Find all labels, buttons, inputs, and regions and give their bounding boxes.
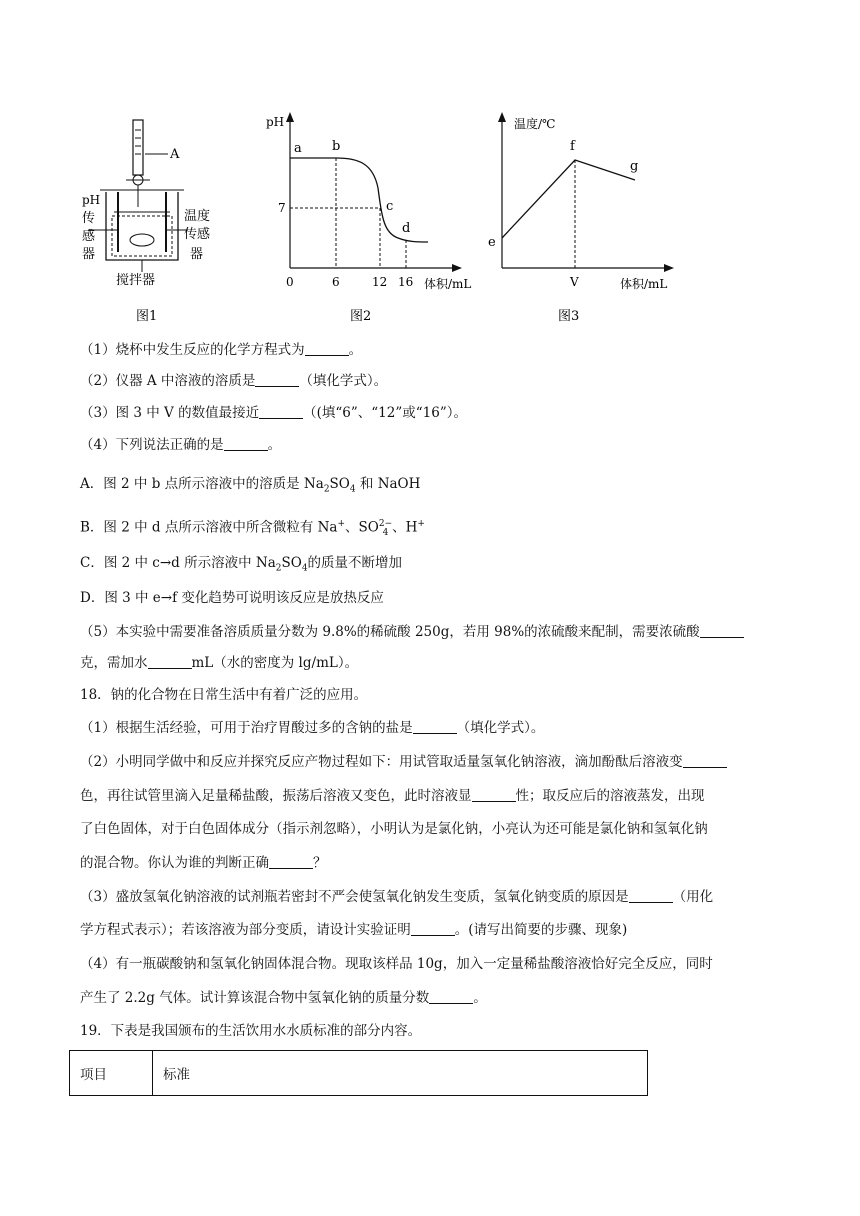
table-header-item: 项目 [70,1051,153,1096]
fig2-ylabel: pH [266,115,285,129]
label-temp-2: 器 [190,247,204,262]
fig3-tick-V: V [570,275,579,289]
water-standard-table [69,1050,648,1096]
q17-2: （2）仪器 A 中溶液的溶质是 （填化学式）。 [80,373,388,389]
option-C: C．图 2 中 c→d 所示溶液中 $Na_2SO_4$的质量不断增加 [80,555,403,574]
fig2-point-b: b [332,139,341,154]
q18-3-line1: （3）盛放氢氧化钠溶液的试剂瓶若密封不严会使氢氧化钠发生变质，氢氧化钠变质的原因是 （用化 [80,889,714,905]
q18-4-line1: （4）有一瓶碳酸钠和氢氧化钠固体混合物。现取该样品 10g，加入一定量稀盐酸溶液恰好完全反应，同时 [80,956,713,972]
option-A: A．图 2 中 b 点所示溶液中的溶质是 $Na_2SO_4$ 和 NaOH [80,476,421,495]
answer-blank[interactable] [683,753,727,768]
q18-2-line3: 了白色固体，对于白色固体成分（指示剂忽略），小明认为是氯化钠，小亮认为还可能是氯化钠和氢氧化钠 [80,821,708,837]
label-ph: pH [82,193,101,207]
q17-5-line1: （5）本实验中需要准备溶质质量分数为 9.8%的稀硫酸 250g，若用 98%的浓硫酸来配制，需要浓硫酸 [80,622,744,642]
label-ph-3: 器 [82,247,96,262]
label-stirrer: 搅拌器 [116,273,156,288]
answer-blank[interactable] [259,404,303,419]
q18-3-line2: 学方程式表示）；若该溶液为部分变质，请设计实验证明 。(请写出简要的步骤、现象) [80,922,628,938]
answer-blank[interactable] [429,989,473,1004]
q18-1: （1）根据生活经验，可用于治疗胃酸过多的含钠的盐是 （填化学式）。 [80,720,545,736]
label-A: A [170,147,180,162]
fig3-point-f: f [570,139,575,154]
q18-2-line2: 色，再往试管里滴入足量稀盐酸，振荡后溶液又变色，此时溶液显 性；取反应后的溶液蒸发，出现 [80,788,705,804]
option-D: D．图 3 中 e→f 变化趋势可说明该反应是放热反应 [80,590,384,606]
fig3-point-g: g [630,159,639,174]
answer-blank[interactable] [255,372,299,387]
answer-blank[interactable] [305,341,349,356]
fig3-ylabel: 温度/℃ [514,117,556,131]
q18-2-line4: 的混合物。你认为谁的判断正确 ？ [80,855,327,871]
table-row [70,1051,648,1096]
answer-blank[interactable] [411,921,455,936]
fig2-tick-0: 0 [286,275,294,289]
figure-2-caption: 图2 [350,309,372,322]
q18-4-line2: 产生了 2.2g 气体。试计算该混合物中氢氧化钠的质量分数 。 [80,990,487,1006]
q17-3: （3）图 3 中 V 的数值最接近 （(填“6”、“12”或“16”）。 [80,405,467,421]
q17-1: （1）烧杯中发生反应的化学方程式为 。 [80,342,363,358]
answer-blank[interactable] [472,787,516,802]
answer-blank[interactable] [700,623,744,638]
answer-blank[interactable] [269,854,313,869]
fig2-point-d: d [402,221,411,236]
figure-3-temperature-curve [480,108,680,322]
answer-blank[interactable] [148,654,192,669]
option-B: B．图 2 中 d 点所示溶液中所含微粒有 Na+、SO2− 4 、H+ [80,518,425,538]
q19-title: 19．下表是我国颁布的生活饮用水水质标准的部分内容。 [80,1023,422,1039]
figure-1-apparatus [78,112,238,322]
q18-2-line1: （2）小明同学做中和反应并探究反应产物过程如下：用试管取适量氢氧化钠溶液，滴加酚酞后溶液变 [80,752,727,772]
label-ph-1: 传 [82,211,96,226]
fig2-tick-16: 16 [398,275,414,289]
q17-4: （4）下列说法正确的是 。 [80,437,282,453]
fig2-point-a: a [294,141,302,156]
q18-title: 18．钠的化合物在日常生活中有着广泛的应用。 [80,687,368,703]
fig2-xlabel: 体积/mL [424,277,472,291]
figure-2-ph-curve [258,108,478,322]
answer-blank[interactable] [629,888,673,903]
label-ph-2: 感 [82,229,96,244]
fig3-point-e: e [488,235,496,250]
figure-3-caption: 图3 [558,309,580,322]
figure-1-caption: 图1 [136,309,158,322]
answer-blank[interactable] [224,436,268,451]
fig3-xlabel: 体积/mL [620,277,668,291]
label-temp-0: 温度 [184,209,211,224]
label-temp-1: 传感 [184,227,211,242]
answer-blank[interactable] [413,719,457,734]
table-header-standard: 标准 [153,1051,648,1096]
fig2-ytick-7: 7 [278,201,286,215]
q17-5-line2: 克，需加水 mL（水的密度为 lg/mL）。 [80,655,359,671]
fig2-tick-12: 12 [372,275,388,289]
fig2-tick-6: 6 [332,275,340,289]
fig2-point-c: c [386,199,394,214]
